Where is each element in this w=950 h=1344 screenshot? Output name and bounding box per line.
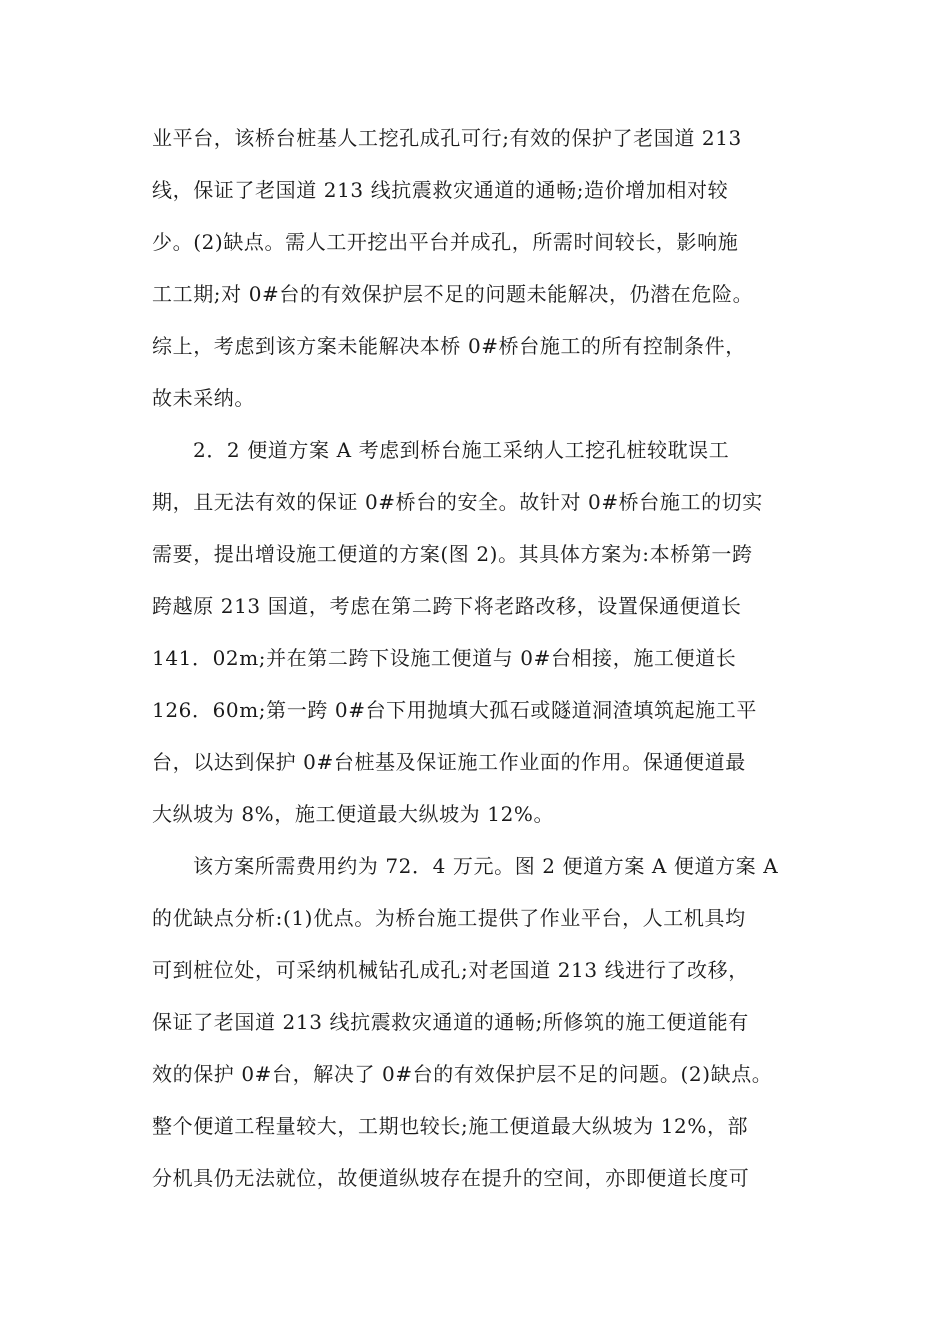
text-line-13: 台，以达到保护 0#台桩基及保证施工作业面的作用。保通便道最	[152, 750, 746, 774]
text-line-18: 保证了老国道 213 线抗震救灾通道的通畅;所修筑的施工便道能有	[152, 1010, 749, 1034]
text-line-1: 业平台，该桥台桩基人工挖孔成孔可行;有效的保护了老国道 213	[152, 126, 742, 150]
text-line-11: 141．02m;并在第二跨下设施工便道与 0#台相接，施工便道长	[152, 646, 737, 670]
text-line-17: 可到桩位处，可采纳机械钻孔成孔;对老国道 213 线进行了改移，	[152, 958, 749, 982]
text-line-8: 期，且无法有效的保证 0#桥台的安全。故针对 0#桥台施工的切实	[152, 490, 763, 514]
text-line-9: 需要，提出增设施工便道的方案(图 2)。其具体方案为:本桥第一跨	[152, 542, 753, 566]
text-line-12: 126．60m;第一跨 0#台下用抛填大孤石或隧道洞渣填筑起施工平	[152, 698, 757, 722]
text-line-3: 少。(2)缺点。需人工开挖出平台并成孔，所需时间较长，影响施	[152, 230, 739, 254]
text-line-19: 效的保护 0#台，解决了 0#台的有效保护层不足的问题。(2)缺点。	[152, 1062, 773, 1086]
text-line-20: 整个便道工程量较大，工期也较长;施工便道最大纵坡为 12%，部	[152, 1114, 749, 1138]
text-line-2: 线，保证了老国道 213 线抗震救灾通道的通畅;造价增加相对较	[152, 178, 729, 202]
text-line-21: 分机具仍无法就位，故便道纵坡存在提升的空间，亦即便道长度可	[152, 1166, 750, 1190]
text-line-15: 该方案所需费用约为 72．4 万元。图 2 便道方案 A 便道方案 A	[193, 854, 779, 878]
text-line-6: 故未采纳。	[152, 386, 255, 410]
text-line-4: 工工期;对 0#台的有效保护层不足的问题未能解决，仍潜在危险。	[152, 282, 754, 306]
text-line-7: 2．2 便道方案 A 考虑到桥台施工采纳人工挖孔桩较耽误工	[193, 438, 730, 462]
text-line-5: 综上，考虑到该方案未能解决本桥 0#桥台施工的所有控制条件，	[152, 334, 746, 358]
text-line-10: 跨越原 213 国道，考虑在第二跨下将老路改移，设置保通便道长	[152, 594, 742, 618]
text-line-14: 大纵坡为 8%，施工便道最大纵坡为 12%。	[152, 802, 555, 826]
text-line-16: 的优缺点分析:(1)优点。为桥台施工提供了作业平台，人工机具均	[152, 906, 746, 930]
